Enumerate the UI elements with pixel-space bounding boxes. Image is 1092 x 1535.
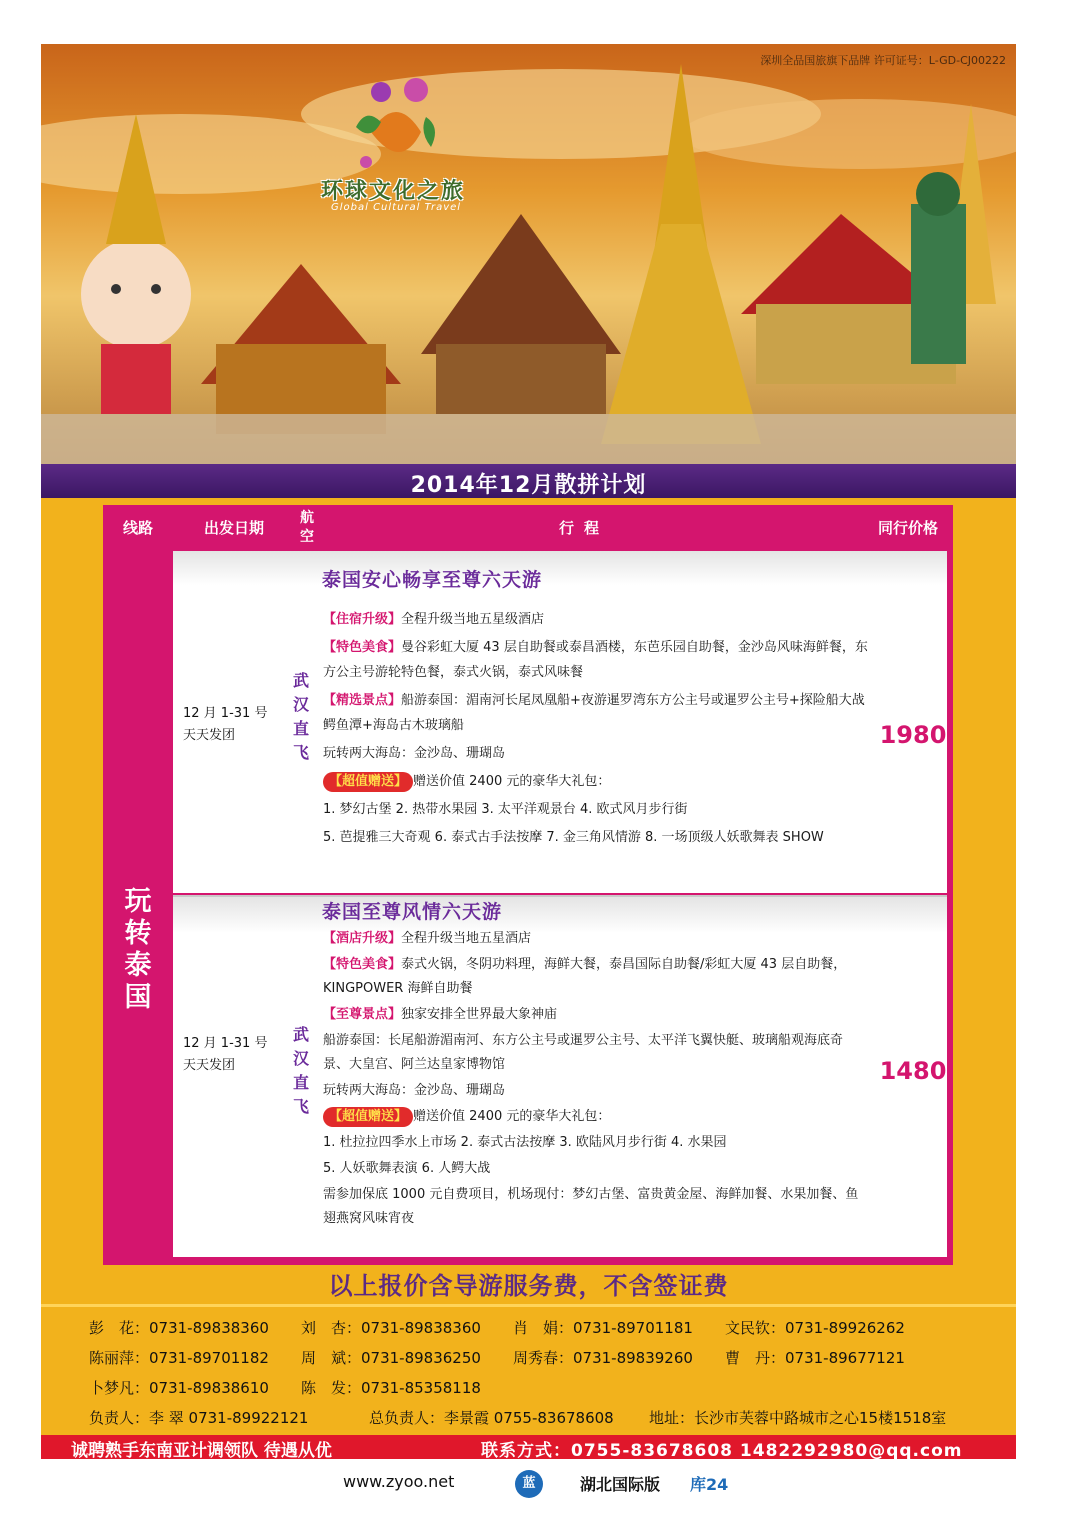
tour-title: 泰国安心畅享至尊六天游 xyxy=(322,569,543,591)
banner-image xyxy=(41,44,1016,464)
item-text: 5. 人妖歌舞表演 6. 人鳄大战 xyxy=(323,1161,491,1176)
route-name: 玩转泰国 xyxy=(124,886,152,1013)
contact-item: 刘 杏：0731-89838360 xyxy=(301,1319,481,1337)
list-item xyxy=(323,607,868,632)
item-text: 1. 杜拉拉四季水上市场 2. 泰式古法按摩 3. 欧陆风月步行街 4. 水果园 xyxy=(323,1135,727,1150)
item-text: 玩转两大海岛：金沙岛、珊瑚岛 xyxy=(323,1083,506,1098)
list-item xyxy=(323,1079,868,1103)
tour-table xyxy=(103,505,953,1265)
item-text: 全程升级当地五星级酒店 xyxy=(401,612,545,627)
contact-list xyxy=(89,1317,989,1437)
logo-flower-icon xyxy=(341,72,451,182)
tour-date xyxy=(183,1033,267,1077)
item-text: 船游泰国：长尾船游湄南河、东方公主号或暹罗公主号、太平洋飞翼快艇、玻璃船观海底奇景、大皇宫、阿兰达皇家博物馆 xyxy=(323,1033,844,1072)
tour-price: 1980 xyxy=(879,721,947,749)
contact-item: 陈 发：0731-85358118 xyxy=(301,1379,481,1397)
contact-row xyxy=(89,1317,989,1347)
temple-illustration xyxy=(41,44,1016,464)
plan-title: 2014年12月散拼计划 xyxy=(410,473,647,498)
item-text: 全程升级当地五星酒店 xyxy=(401,931,532,946)
route-column xyxy=(103,551,173,1265)
contact-row xyxy=(89,1347,989,1377)
footer-url[interactable]: www.zyoo.net xyxy=(343,1472,455,1491)
license-text: 深圳全品国旅旗下品牌 许可证号：L-GD-CJ00222 xyxy=(760,54,1006,67)
table-row xyxy=(173,551,947,893)
list-item xyxy=(323,953,868,1001)
list-item xyxy=(323,797,868,822)
list-item xyxy=(323,769,868,794)
list-item xyxy=(323,741,868,766)
item-tag: 【特色美食】 xyxy=(323,640,402,655)
tour-date-range: 12 月 1-31 号 xyxy=(183,1036,268,1051)
tour-airline: 武汉直飞 xyxy=(292,671,309,762)
address: 地址：长沙市芙蓉中路城市之心15楼1518室 xyxy=(649,1409,947,1427)
header-route: 线路 xyxy=(122,519,153,537)
list-item xyxy=(323,1131,868,1155)
contact-row xyxy=(89,1407,989,1437)
contact-item: 文民钦：0731-89926262 xyxy=(725,1319,905,1337)
item-text: 玩转两大海岛：金沙岛、珊瑚岛 xyxy=(323,746,506,761)
tour-itinerary xyxy=(323,927,868,1233)
item-tag: 【至尊景点】 xyxy=(323,1007,402,1022)
logo-wordmark: 环球文化之旅 xyxy=(321,179,466,204)
tour-title: 泰国至尊风情六天游 xyxy=(322,901,503,923)
table-row xyxy=(173,895,947,1257)
contact-item: 周秀春：0731-89839260 xyxy=(513,1349,693,1367)
list-item xyxy=(323,1003,868,1027)
header-price: 同行价格 xyxy=(877,519,938,537)
list-item xyxy=(323,688,868,738)
item-text: 赠送价值 2400 元的豪华大礼包： xyxy=(413,1109,611,1124)
item-tag: 【特色美食】 xyxy=(323,957,402,972)
list-item xyxy=(323,1157,868,1181)
list-item xyxy=(323,927,868,951)
gift-badge: 【超值赠送】 xyxy=(323,1107,413,1127)
item-text: 独家安排全世界最大象神庙 xyxy=(401,1007,558,1022)
item-text: 曼谷彩虹大厦 43 层自助餐或泰昌酒楼，东芭乐园自助餐，金沙岛风味海鲜餐，东方公主号游轮特色餐，泰式火锅，泰式风味餐 xyxy=(323,640,868,680)
tour-price: 1480 xyxy=(879,1057,947,1085)
item-text: 船游泰国：湄南河长尾凤凰船+夜游暹罗湾东方公主号或暹罗公主号+探险船大战鳄鱼潭+海岛古木玻璃船 xyxy=(323,693,865,733)
recruit-text: 诚聘熟手东南亚计调领队 待遇从优 xyxy=(71,1441,332,1459)
gift-badge: 【超值赠送】 xyxy=(323,772,413,792)
tour-date-range: 12 月 1-31 号 xyxy=(183,706,268,721)
item-tag: 【酒店升级】 xyxy=(323,931,402,946)
item-text: 赠送价值 2400 元的豪华大礼包： xyxy=(413,774,611,789)
list-item xyxy=(323,1105,868,1129)
item-text: 需参加保底 1000 元自费项目，机场现付：梦幻古堡、富贵黄金屋、海鲜加餐、水果加餐、鱼翅燕窝风味宵夜 xyxy=(323,1187,859,1226)
item-text: 泰式火锅，冬阴功料理，海鲜大餐，泰昌国际自助餐/彩虹大厦 43 层自助餐，KINGPOWER 海鲜自助餐 xyxy=(323,957,847,996)
header-date: 出发日期 xyxy=(203,519,264,537)
tour-departure: 天天发团 xyxy=(183,728,236,743)
footer-page-number: 库24 xyxy=(690,1475,729,1494)
tour-list xyxy=(173,551,953,1265)
contact-item: 卜梦凡：0731-89838610 xyxy=(89,1379,269,1397)
list-item xyxy=(323,1029,868,1077)
item-tag: 【住宿升级】 xyxy=(323,612,402,627)
item-tag: 【精选景点】 xyxy=(323,693,402,708)
list-item xyxy=(323,1183,868,1231)
tour-date xyxy=(183,703,267,747)
logo-tagline: Global Cultural Travel xyxy=(331,202,462,213)
price-note: 以上报价含导游服务费，不含签证费 xyxy=(328,1272,729,1300)
recruit-contact: 联系方式：0755-83678608 1482292980@qq.com xyxy=(481,1441,963,1459)
contact-item: 曹 丹：0731-89677121 xyxy=(725,1349,905,1367)
footer-badge: 蓝 xyxy=(515,1470,543,1498)
header-itinerary: 行程 xyxy=(558,519,609,537)
contact-item: 肖 娟：0731-89701181 xyxy=(513,1319,693,1337)
manager-contact: 负责人：李 翠 0731-89922121 xyxy=(89,1409,309,1427)
contact-item: 彭 花：0731-89838360 xyxy=(89,1319,269,1337)
contact-row xyxy=(89,1377,989,1407)
tour-itinerary xyxy=(323,607,868,853)
brochure-sheet xyxy=(41,44,1016,1459)
table-header xyxy=(103,505,953,551)
contact-item: 陈丽萍：0731-89701182 xyxy=(89,1349,269,1367)
divider xyxy=(41,1304,1016,1307)
general-manager-contact: 总负责人：李景霞 0755-83678608 xyxy=(369,1409,614,1427)
list-item xyxy=(323,635,868,685)
footer-edition: 湖北国际版 xyxy=(580,1475,661,1494)
contact-item: 周 斌：0731-89836250 xyxy=(301,1349,481,1367)
item-text: 1. 梦幻古堡 2. 热带水果园 3. 太平洋观景台 4. 欧式风月步行街 xyxy=(323,802,688,817)
tour-departure: 天天发团 xyxy=(183,1058,236,1073)
tour-airline: 武汉直飞 xyxy=(292,1025,309,1116)
list-item xyxy=(323,825,868,850)
header-air: 航空 xyxy=(300,510,314,545)
item-text: 5. 芭提雅三大奇观 6. 泰式古手法按摩 7. 金三角风情游 8. 一场顶级人妖歌舞表 SHOW xyxy=(323,830,824,845)
